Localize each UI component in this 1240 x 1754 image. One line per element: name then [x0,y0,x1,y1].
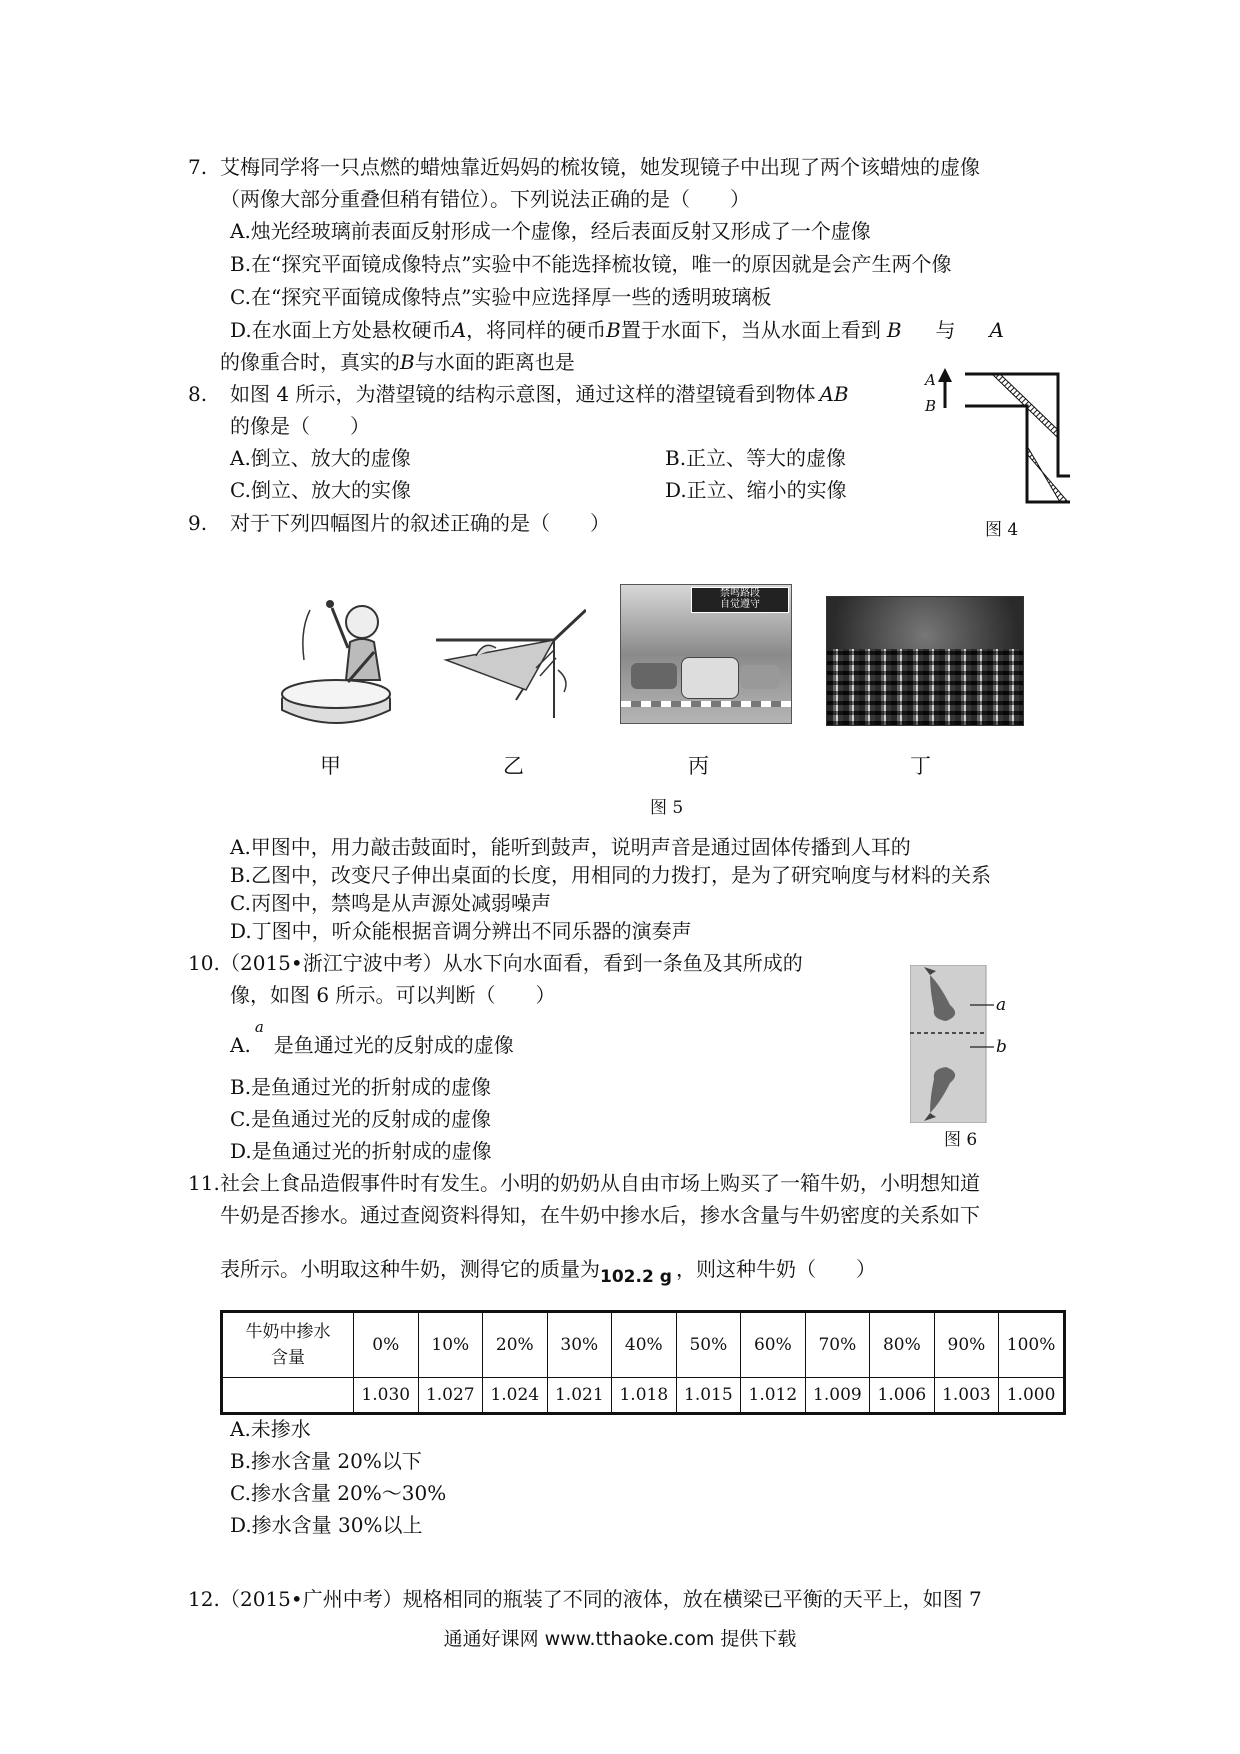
percent-cell: 80% [870,1312,935,1378]
q9-option-a: A.甲图中，用力敲击鼓面时，能听到鼓声，说明声音是通过固体传播到人耳的 [230,835,911,859]
q7-d2-part2: 与水面的距离也是 [414,350,575,374]
q10-stem-line1: （2015•浙江宁波中考）从水下向水面看，看到一条鱼及其所成的 [220,951,803,975]
table-header-line1: 牛奶中掺水 [245,1322,331,1342]
q10-stem-line2: 像，如图 6 所示。可以判断（ ） [230,983,556,1007]
q11-option-b: B.掺水含量 20%以下 [230,1449,422,1473]
density-cell: 1.009 [805,1378,870,1414]
q11-stem-line1: 社会上食品造假事件时有发生。小明的奶奶从自由市场上购买了一箱牛奶，小明想知道 [220,1171,980,1195]
q7-stem-line2: （两像大部分重叠但稍有错位）。下列说法正确的是（ ） [220,187,750,211]
picture-label-bing: 丙 [688,754,709,778]
q7-d2-part1: 的像重合时，真实的 [220,350,400,374]
q9-option-c: C.丙图中，禁鸣是从声源处减弱噪声 [230,891,551,915]
q8-number: 8. [188,382,208,406]
density-cell: 1.006 [870,1378,935,1414]
page-footer: 通通好课网 www.tthaoke.com 提供下载 [443,1628,797,1650]
q10-option-c: C.是鱼通过光的反射成的虚像 [230,1107,491,1131]
q7-d-var-b2: B [886,318,902,342]
percent-cell: 30% [547,1312,612,1378]
percent-cell: 50% [676,1312,741,1378]
q7-d-and: 与 [935,318,956,342]
ruler-picture [436,600,586,718]
percent-cell: 70% [805,1312,870,1378]
q9-stem: 对于下列四幅图片的叙述正确的是（ ） [230,511,610,535]
q8-option-b: B.正立、等大的虚像 [665,446,847,470]
q10-option-a [230,1018,514,1060]
q11-stem-line3 [220,1256,876,1287]
q8-stem-line1 [230,381,849,407]
table-row [222,1378,1065,1414]
q10-option-b: B.是鱼通过光的折射成的虚像 [230,1075,492,1099]
q7-d-part3: 置于水面下，当从水面上看到 [620,318,881,342]
q12-number: 12. [188,1587,220,1611]
sign-line1: 禁鸣路段 [720,588,760,599]
q7-option-c: C.在“探究平面镜成像特点”实验中应选择厚一些的透明玻璃板 [230,285,772,309]
object-arrow-ab [938,368,952,408]
q7-stem-line1: 艾梅同学将一只点燃的蜡烛靠近妈妈的梳妆镜，她发现镜子中出现了两个该蜡烛的虚像 [220,155,980,179]
q12-stem: （2015•广州中考）规格相同的瓶装了不同的液体，放在横梁已平衡的天平上，如图 7 [220,1587,982,1611]
density-cell: 1.003 [934,1378,999,1414]
q11-stem-line2: 牛奶是否掺水。通过查阅资料得知，在牛奶中掺水后，掺水含量与牛奶密度的关系如下 [220,1203,980,1227]
q7-d-part2: ，将同样的硬币 [466,318,607,342]
percent-cell: 20% [483,1312,548,1378]
density-cell: 1.027 [418,1378,483,1414]
q9-option-d: D.丁图中，听众能根据音调分辨出不同乐器的演奏声 [230,919,692,943]
q10-a-text: 是鱼通过光的反射成的虚像 [273,1033,514,1057]
horn-sign [691,587,789,613]
q11-option-a: A.未掺水 [230,1417,311,1441]
figure-5-caption: 图 5 [650,798,684,818]
picture-label-ding: 丁 [910,754,931,778]
q11-mass-formula: 102.2 g [600,1267,672,1287]
periscope-label-a: A [925,371,936,389]
q7-option-b: B.在“探究平面镜成像特点”实验中不能选择梳妆镜，唯一的原因就是会产生两个像 [230,252,952,276]
q7-option-a: A.烛光经玻璃前表面反射形成一个虚像，经后表面反射又形成了一个虚像 [230,219,871,243]
q7-option-d-line2 [220,349,575,375]
q10-a-prefix: A. [230,1033,251,1057]
sign-line2: 自觉遵守 [720,599,760,610]
q8-option-a: A.倒立、放大的虚像 [230,446,411,470]
traffic-photo [620,584,792,724]
q9-number: 9. [188,511,208,535]
percent-cell: 90% [934,1312,999,1378]
density-cell: 1.015 [676,1378,741,1414]
percent-cell: 40% [612,1312,677,1378]
q7-d-var-a2: A [989,318,1004,342]
periscope-label-b: B [925,397,937,415]
percent-cell: 10% [418,1312,483,1378]
picture-label-yi: 乙 [503,754,524,778]
drum-picture [270,590,420,730]
q11-number: 11. [188,1171,220,1195]
q8-option-c: C.倒立、放大的实像 [230,478,411,502]
q7-d-var-b: B [606,318,621,342]
picture-label-jia: 甲 [320,754,341,778]
table-row [222,1312,1065,1378]
percent-cell: 100% [999,1312,1065,1378]
q11-option-c: C.掺水含量 20%～30% [230,1481,447,1505]
fish-label-b: b [996,1037,1007,1057]
fish-label-a: a [996,995,1007,1015]
q10-option-d: D.是鱼通过光的折射成的虚像 [230,1139,492,1163]
density-cell: 1.018 [612,1378,677,1414]
figure-4-caption: 图 4 [985,520,1019,540]
milk-density-table [220,1310,1066,1415]
q8-stem-line2: 的像是（ ） [230,414,370,438]
q7-number: 7. [188,155,208,179]
density-cell: 1.030 [354,1378,419,1414]
q10-number: 10. [188,951,220,975]
q8-stem-var: AB [819,382,849,406]
figure-6-caption: 图 6 [944,1130,978,1150]
q7-option-d [230,317,1004,343]
table-header-line2: 含量 [271,1348,305,1368]
q8-option-d: D.正立、缩小的实像 [665,478,847,502]
q7-d-var-a: A [451,318,467,342]
orchestra-photo [826,596,1024,726]
q11-option-d: D.掺水含量 30%以上 [230,1513,423,1537]
periscope-figure [920,368,1070,508]
density-cell: 1.000 [999,1378,1065,1414]
q11-stem3-text: 表所示。小明取这种牛奶，测得它的质量为 [220,1257,600,1281]
percent-cell: 0% [354,1312,419,1378]
density-cell: 1.012 [741,1378,806,1414]
density-cell: 1.024 [483,1378,548,1414]
q10-a-var: a [254,1018,264,1036]
empty-header-cell [222,1378,354,1414]
table-header-cell [222,1312,354,1378]
fish-figure [910,965,1010,1123]
q7-d-part1: D.在水面上方处悬枚硬币 [230,318,452,342]
q9-option-b: B.乙图中，改变尺子伸出桌面的长度，用相同的力拨打，是为了研究响度与材料的关系 [230,863,992,887]
density-cell: 1.021 [547,1378,612,1414]
percent-cell: 60% [741,1312,806,1378]
q7-d2-var: B [400,350,415,374]
q8-stem-text: 如图 4 所示，为潜望镜的结构示意图，通过这样的潜望镜看到物体 [230,382,816,406]
q11-stem3-end: ，则这种牛奶（ ） [676,1257,876,1281]
